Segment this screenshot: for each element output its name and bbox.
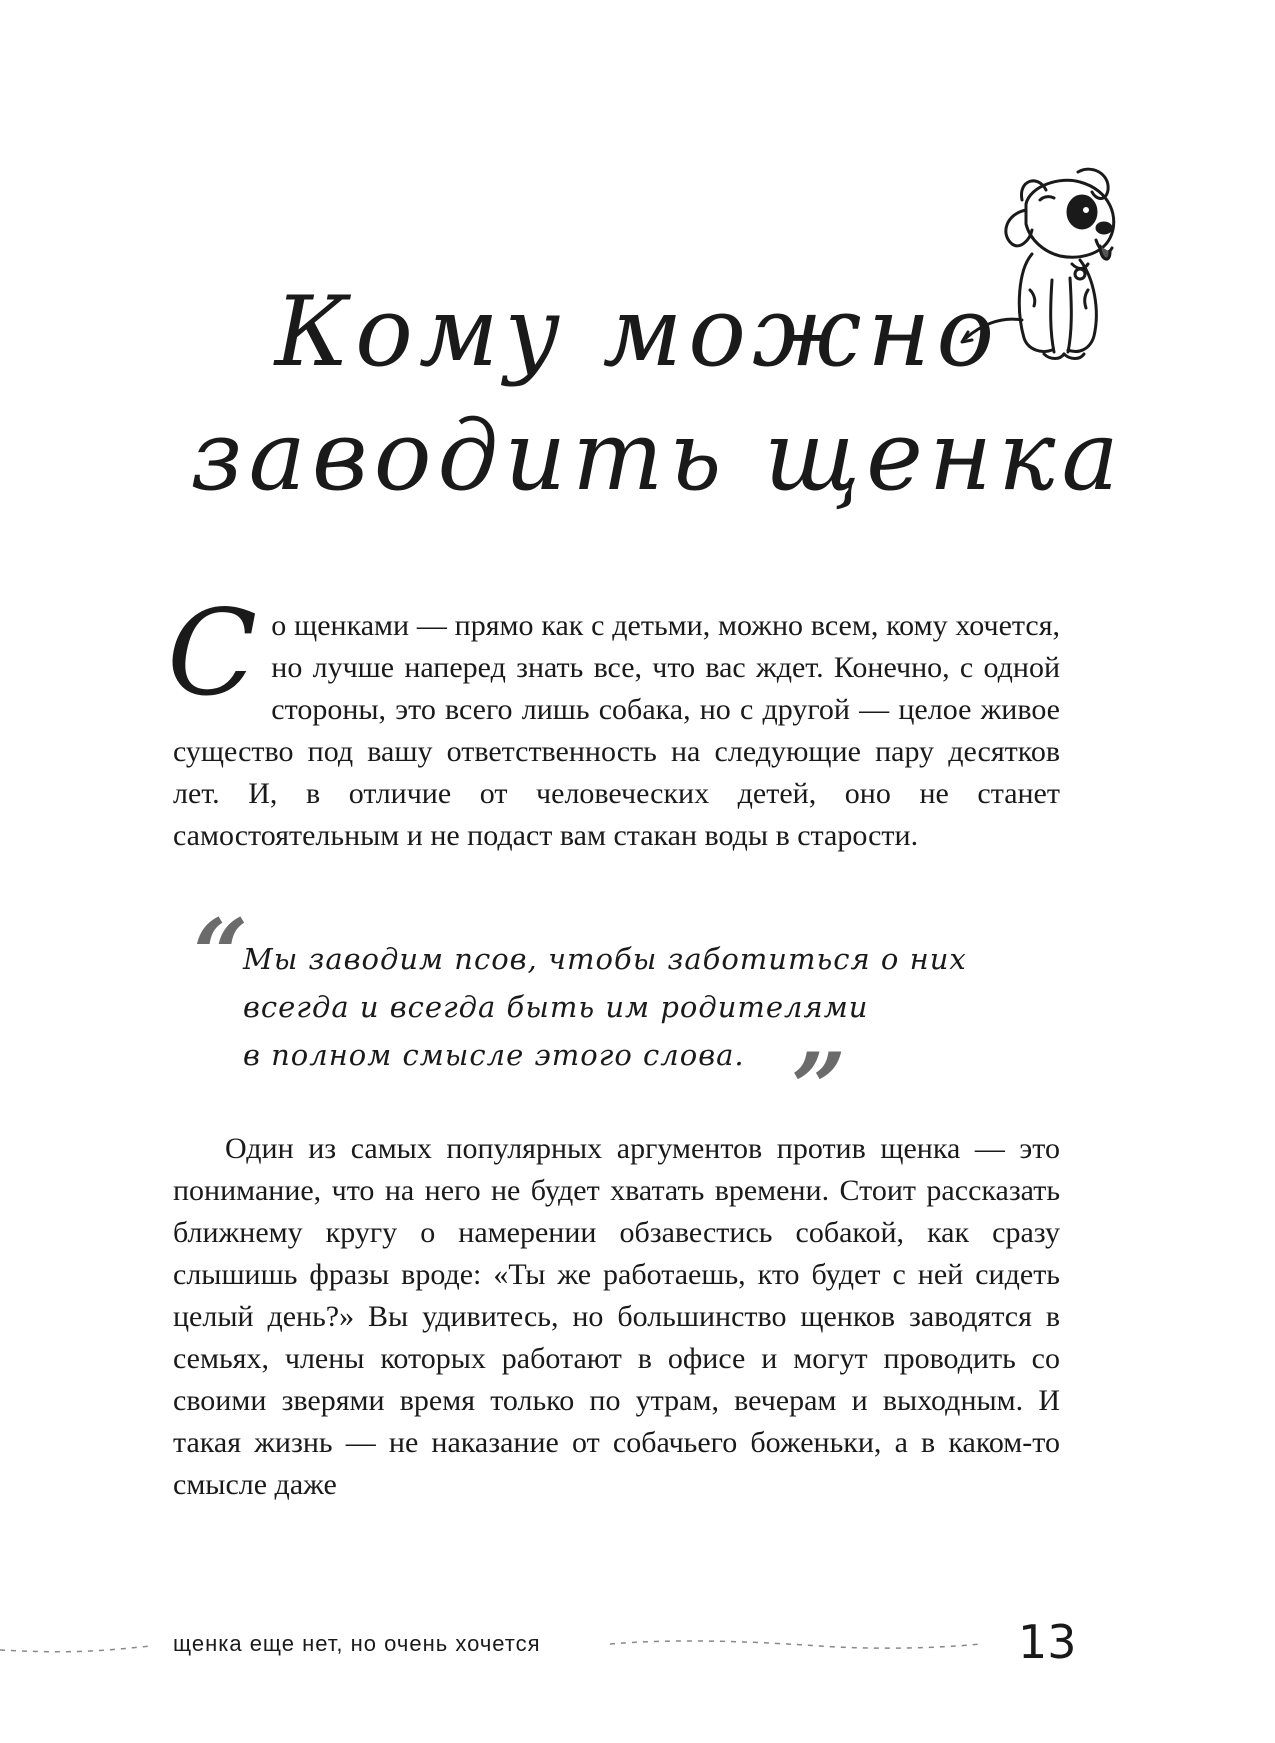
quote-close-mark: ” <box>791 1032 847 1145</box>
dog-illustration-icon <box>960 160 1140 370</box>
paragraph-2: Один из самых популярных аргументов против щенка — это понимание, что на него не будет хватать времени. Стоит рассказать ближнему кругу о намерении обзавестись собакой, как сразу слышишь фразы вроде: «Ты же работаешь, кто будет с ней сидеть целый день?» Вы удивитесь, но большинство щенков заводятся в семьях, члены которых работают в офисе и могут проводить со своими зверями время только по утрам, вечерам и выходным. И такая жизнь — не наказание от собачьего боженьки, а в каком-то смысле даже <box>173 1132 1060 1501</box>
drop-cap: С <box>167 584 258 722</box>
quote-line-2: всегда и всегда быть им родителями <box>243 990 869 1024</box>
quote-text <box>243 935 1023 1079</box>
title-line-2: заводить щенка <box>190 400 1125 512</box>
quote-line-1: Мы заводим псов, чтобы заботиться о них <box>243 942 967 976</box>
page-number: 13 <box>1012 1612 1083 1672</box>
page-footer <box>0 1612 1275 1672</box>
title-line-1: Кому можно <box>274 276 1001 388</box>
quote-line-3: в полном смысле этого слова. <box>243 1038 745 1072</box>
quote-open-mark: “ <box>193 898 249 1011</box>
running-title: щенка еще нет, но очень хочется <box>165 1631 549 1657</box>
pull-quote <box>185 898 1055 1145</box>
paragraph-1 <box>167 584 1060 857</box>
paragraph-1-text: о щенками — прямо как с детьми, можно всем, кому хочется, но лучше наперед знать все, что вас ждет. Конечно, с одной стороны, это всего лишь собака, но с другой — целое живое существо под вашу ответственность на следующие пару десятков лет. И, в отличие от человеческих детей, оно не станет самостоятельным и не подаст вам стакан воды в старости. <box>173 609 1060 852</box>
